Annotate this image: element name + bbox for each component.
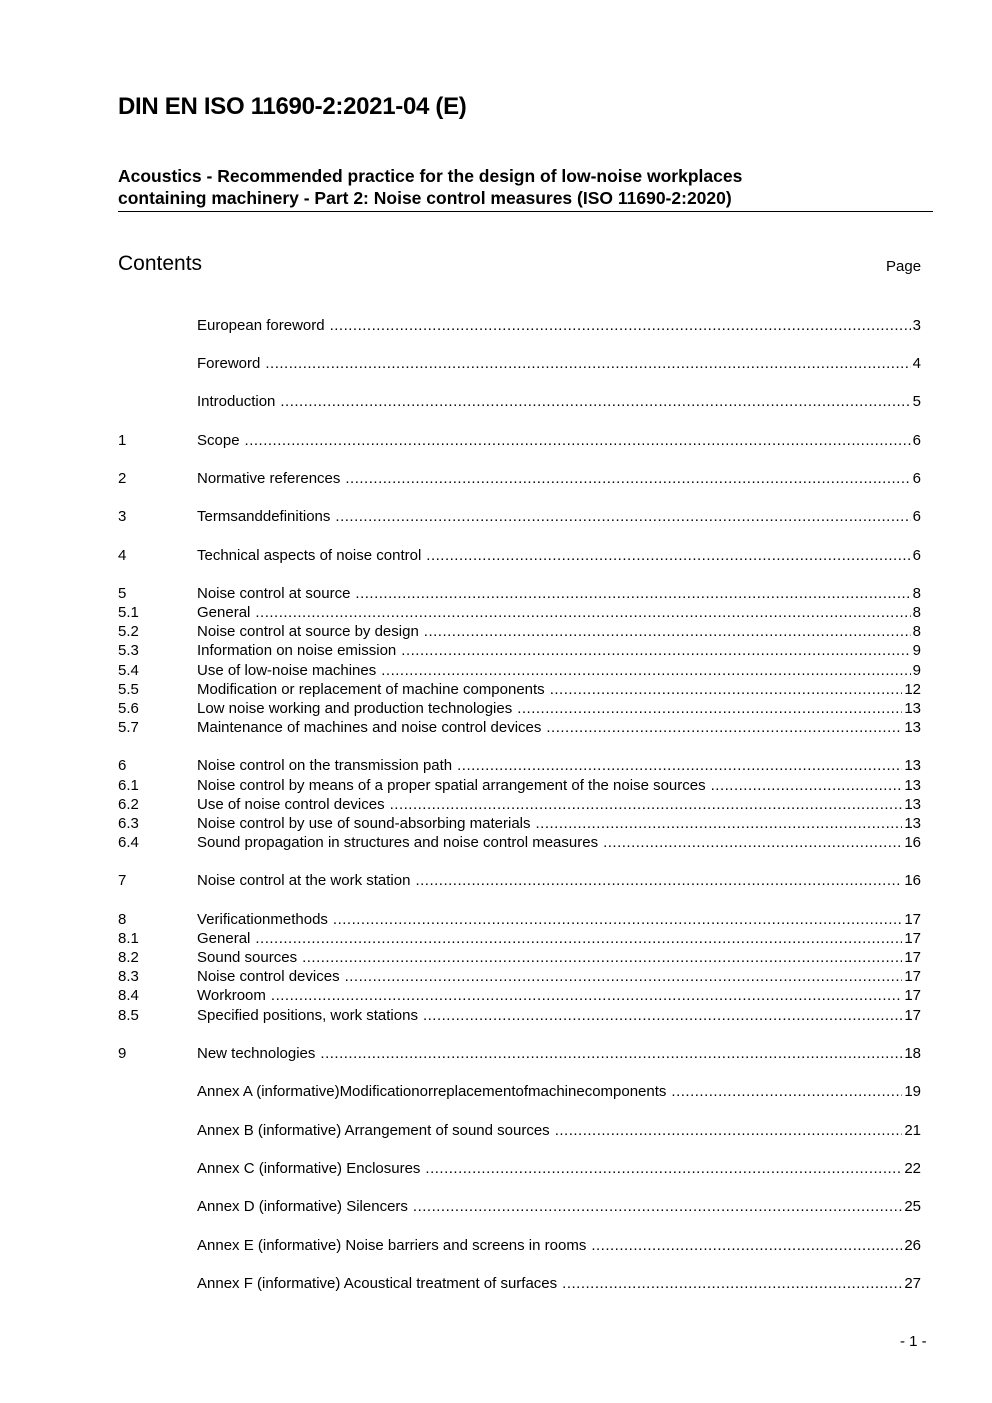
toc-entry[interactable] [118,1274,921,1293]
toc-number: 7 [118,872,127,889]
toc-entry[interactable] [118,967,921,986]
toc-leader [536,814,903,833]
toc-entry[interactable] [118,641,921,660]
toc-leader [591,1236,902,1255]
toc-leader [390,795,903,814]
toc-number: 5.2 [118,623,139,640]
toc-page: 13 [904,757,921,774]
toc-entry[interactable] [118,661,921,680]
toc-title: Verificationmethods [197,911,328,928]
toc-number: 6.1 [118,777,139,794]
toc-number: 6.4 [118,834,139,851]
toc-number: 8 [118,911,127,928]
toc-leader [517,699,902,718]
toc-entry[interactable] [118,833,921,852]
toc-number: 8.2 [118,949,139,966]
toc-page: 12 [904,681,921,698]
toc-page: 8 [912,623,921,640]
toc-title: Use of noise control devices [197,796,385,813]
toc-page: 27 [904,1275,921,1292]
subtitle-line-2: containing machinery - Part 2: Noise control measures (ISO 11690-2:2020) [118,188,732,208]
toc-leader [333,910,902,929]
toc-leader [603,833,902,852]
toc-title: Use of low-noise machines [197,662,377,679]
toc-entry[interactable] [118,1159,921,1178]
toc-title: Termsanddefinitions [197,508,331,525]
toc-entry[interactable] [118,469,921,488]
toc-page: 16 [904,872,921,889]
toc-number: 8.5 [118,1007,139,1024]
toc-title: Noise control by use of sound-absorbing materials [197,815,531,832]
toc-number: 6.3 [118,815,139,832]
toc-entry[interactable] [118,699,921,718]
toc-number: 6.2 [118,796,139,813]
toc-page: 17 [904,949,921,966]
toc-title: Technical aspects of noise control [197,547,422,564]
toc-title: Noise control on the transmission path [197,757,453,774]
toc-leader [555,1121,903,1140]
toc-leader [671,1082,902,1101]
toc-leader [255,603,910,622]
toc-entry[interactable] [118,814,921,833]
toc-page: 9 [912,662,921,679]
toc-title: Low noise working and production technologies [197,700,513,717]
toc-title: Annex B (informative) Arrangement of sound sources [197,1122,550,1139]
toc-leader [330,316,911,335]
toc-entry[interactable] [118,1082,921,1101]
toc-entry[interactable] [118,776,921,795]
toc-leader [457,756,902,775]
document-title: DIN EN ISO 11690-2:2021-04 (E) [118,93,467,120]
toc-page: 21 [904,1122,921,1139]
subtitle-line-1: Acoustics - Recommended practice for the design of low-noise workplaces [118,166,743,186]
toc-leader [265,354,910,373]
toc-page: 25 [904,1198,921,1215]
toc-number: 5.3 [118,642,139,659]
toc-page: 13 [904,815,921,832]
toc-page: 22 [904,1160,921,1177]
toc-entry[interactable] [118,756,921,775]
toc-leader [401,641,910,660]
toc-page: 4 [912,355,921,372]
toc-entry[interactable] [118,986,921,1005]
toc-leader [546,718,902,737]
toc-number: 5.5 [118,681,139,698]
toc-number: 6 [118,757,127,774]
toc-number: 9 [118,1045,127,1062]
toc-entry[interactable] [118,1006,921,1025]
toc-entry[interactable] [118,680,921,699]
toc-entry[interactable] [118,546,921,565]
toc-title: General [197,604,251,621]
toc-number: 5.7 [118,719,139,736]
toc-page: 6 [912,508,921,525]
toc-leader [415,871,902,890]
toc-entry[interactable] [118,1121,921,1140]
toc-page: 13 [904,777,921,794]
toc-page: 9 [912,642,921,659]
toc-page: 26 [904,1237,921,1254]
toc-number: 3 [118,508,127,525]
toc-title: Maintenance of machines and noise control devices [197,719,542,736]
toc-page: 17 [904,930,921,947]
toc-page: 8 [912,585,921,602]
toc-leader [423,1006,902,1025]
toc-entry[interactable] [118,584,921,603]
toc-leader [413,1197,902,1216]
toc-page: 17 [904,1007,921,1024]
toc-entry[interactable] [118,871,921,890]
toc-leader [425,1159,902,1178]
toc-leader [280,392,910,411]
toc-page: 17 [904,911,921,928]
toc-title: Noise control by means of a proper spatial arrangement of the noise sources [197,777,706,794]
toc-leader [271,986,902,1005]
page-column-heading: Page [886,258,922,275]
toc-page: 13 [904,719,921,736]
toc-page: 6 [912,547,921,564]
toc-title: Annex D (informative) Silencers [197,1198,408,1215]
toc-title: Specified positions, work stations [197,1007,418,1024]
toc-title: Sound sources [197,949,298,966]
toc-number: 5.4 [118,662,139,679]
toc-title: Noise control devices [197,968,340,985]
toc-title: Scope [197,432,240,449]
toc-entry[interactable] [118,718,921,737]
toc-leader [245,431,911,450]
toc-entry[interactable] [118,1044,921,1063]
document-subtitle [118,165,933,212]
toc-leader [562,1274,902,1293]
toc-entry[interactable] [118,392,921,411]
toc-leader [302,948,902,967]
toc-title: Workroom [197,987,266,1004]
toc-leader [355,584,910,603]
toc-title: Annex F (informative) Acoustical treatment of surfaces [197,1275,558,1292]
toc-title: Annex E (informative) Noise barriers and screens in rooms [197,1237,587,1254]
toc-title: Annex C (informative) Enclosures [197,1160,421,1177]
toc-number: 2 [118,470,127,487]
toc-entry[interactable] [118,1236,921,1255]
toc-title: Introduction [197,393,276,410]
toc-page: 19 [904,1083,921,1100]
toc-page: 5 [912,393,921,410]
toc-number: 4 [118,547,127,564]
toc-number: 5 [118,585,127,602]
toc-entry[interactable] [118,603,921,622]
toc-number: 5.6 [118,700,139,717]
toc-title: Noise control at the work station [197,872,411,889]
toc-page: 3 [912,317,921,334]
toc-title: Sound propagation in structures and noise control measures [197,834,599,851]
toc-page: 17 [904,987,921,1004]
toc-number: 8.3 [118,968,139,985]
toc-page: 13 [904,796,921,813]
toc-title: Noise control at source [197,585,351,602]
toc-entry[interactable] [118,948,921,967]
contents-heading: Contents [118,252,203,275]
toc-number: 1 [118,432,127,449]
toc-entry[interactable] [118,507,921,526]
toc-entry[interactable] [118,431,921,450]
toc-leader [424,622,911,641]
toc-leader [550,680,903,699]
toc-entry[interactable] [118,354,921,373]
toc-entry[interactable] [118,929,921,948]
toc-page: 16 [904,834,921,851]
toc-leader [711,776,903,795]
toc-title: European foreword [197,317,325,334]
toc-entry[interactable] [118,910,921,929]
toc-page: 18 [904,1045,921,1062]
toc-leader [255,929,902,948]
toc-title: Noise control at source by design [197,623,419,640]
toc-leader [320,1044,902,1063]
toc-leader [426,546,910,565]
toc-leader [345,967,903,986]
toc-entry[interactable] [118,795,921,814]
toc-title: Modification or replacement of machine components [197,681,545,698]
toc-entry[interactable] [118,316,921,335]
toc-page: 8 [912,604,921,621]
toc-leader [335,507,910,526]
toc-number: 8.1 [118,930,139,947]
page-number: - 1 - [900,1333,927,1350]
toc-entry[interactable] [118,1197,921,1216]
toc-leader [345,469,910,488]
toc-page: 6 [912,470,921,487]
toc-number: 5.1 [118,604,139,621]
toc-title: General [197,930,251,947]
toc-leader [381,661,910,680]
toc-page: 6 [912,432,921,449]
toc-title: Annex A (informative)Modificationorreplacementofmachinecomponents [197,1083,667,1100]
toc-title: Foreword [197,355,261,372]
toc-page: 17 [904,968,921,985]
toc-page: 13 [904,700,921,717]
toc-title: Normative references [197,470,341,487]
toc-number: 8.4 [118,987,139,1004]
toc-title: Information on noise emission [197,642,397,659]
toc-entry[interactable] [118,622,921,641]
toc-title: New technologies [197,1045,316,1062]
